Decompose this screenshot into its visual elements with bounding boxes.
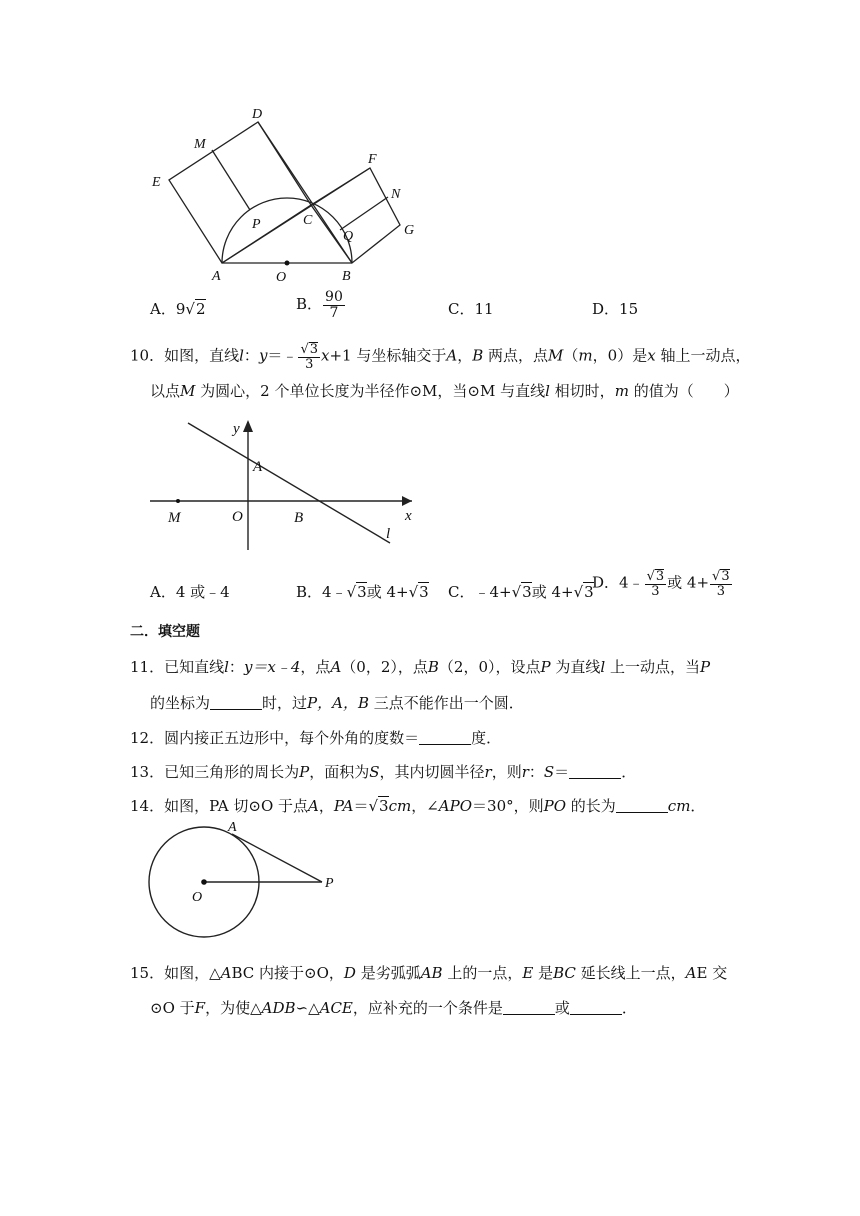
label-O: O [232,509,243,525]
q14-text: 14．如图，PA 切⊙O 于点A，PA＝√3cm，∠APO＝30°，则PO 的长为 cm． [130,797,706,815]
label-A: A [253,459,263,475]
label-Q: Q [343,229,354,244]
answer-blank[interactable] [570,1000,622,1015]
label-E: E [152,175,161,190]
answer-blank[interactable] [569,764,621,779]
q15-text-line2: ⊙O 于F，为使△ADB∽△ACE，应补充的一个条件是 或 ． [150,999,637,1017]
label-F: F [368,152,377,167]
q11-text-line1: 11．已知直线l：y＝x﹣4，点A（0，2），点B（2，0），设点P 为直线l 上一动点，当P [130,658,711,676]
q12-text: 12．圆内接正五边形中，每个外角的度数＝ 度． [130,729,502,747]
answer-blank[interactable] [419,730,471,745]
q9-option-c: C．11 [448,300,494,318]
q10-text-line1: 10．如图，直线l：y＝﹣ $\frac{√3}{3}$ x+1 与坐标轴交于A，B 两点，点M（m，0）是x 轴上一动点， [130,342,751,372]
label-G: G [404,223,415,238]
label-N: N [391,187,401,202]
label-B: B [342,269,351,284]
q9-option-a: A．9√2 [150,300,206,318]
section-title-fill-in: 二．填空题 [130,624,200,640]
q10-option-a: A．4 或﹣4 [150,583,230,601]
label-x: x [405,508,412,524]
label-O: O [192,890,203,905]
label-P: P [252,217,261,232]
answer-blank[interactable] [616,798,668,813]
q10-option-d: D．4﹣ $\frac{√3}{3}$ 或 4+ $\frac{√3}{3}$ [592,569,730,599]
q10-text-line2: 以点M 为圆心，2 个单位长度为半径作⊙M，当⊙M 与直线l 相切时，m 的值为（ ） [150,382,739,400]
label-P: P [325,876,334,891]
figure-q10 [145,415,425,555]
label-B: B [294,510,304,526]
label-y: y [233,421,240,437]
label-D: D [252,107,263,122]
q9-option-b: B． $\frac{90}{7}$ [296,289,343,321]
q11-text-line2: 的坐标为 时，过P，A，B 三点不能作出一个圆． [150,694,524,712]
q10-option-b: B．4﹣√3或 4+√3 [296,583,429,601]
q10-option-c: C．﹣4+√3或 4+√3 [448,583,594,601]
q15-text-line1: 15．如图，△ABC 内接于⊙O，D 是劣弧弧AB 上的一点，E 是BC 延长线上一点，AE 交 [130,964,728,982]
answer-blank[interactable] [210,695,262,710]
q9-option-d: D．15 [592,300,639,318]
q13-text: 13．已知三角形的周长为P，面积为S，其内切圆半径r，则r：S＝ ． [130,763,637,781]
label-l: l [386,526,391,542]
label-A: A [228,820,237,835]
answer-blank[interactable] [503,1000,555,1015]
label-A: A [212,269,221,284]
label-C: C [303,213,313,228]
label-M: M [168,510,181,526]
figure-q9 [140,100,430,290]
label-O: O [276,270,287,285]
label-M: M [194,137,206,152]
figure-q14 [140,818,340,943]
